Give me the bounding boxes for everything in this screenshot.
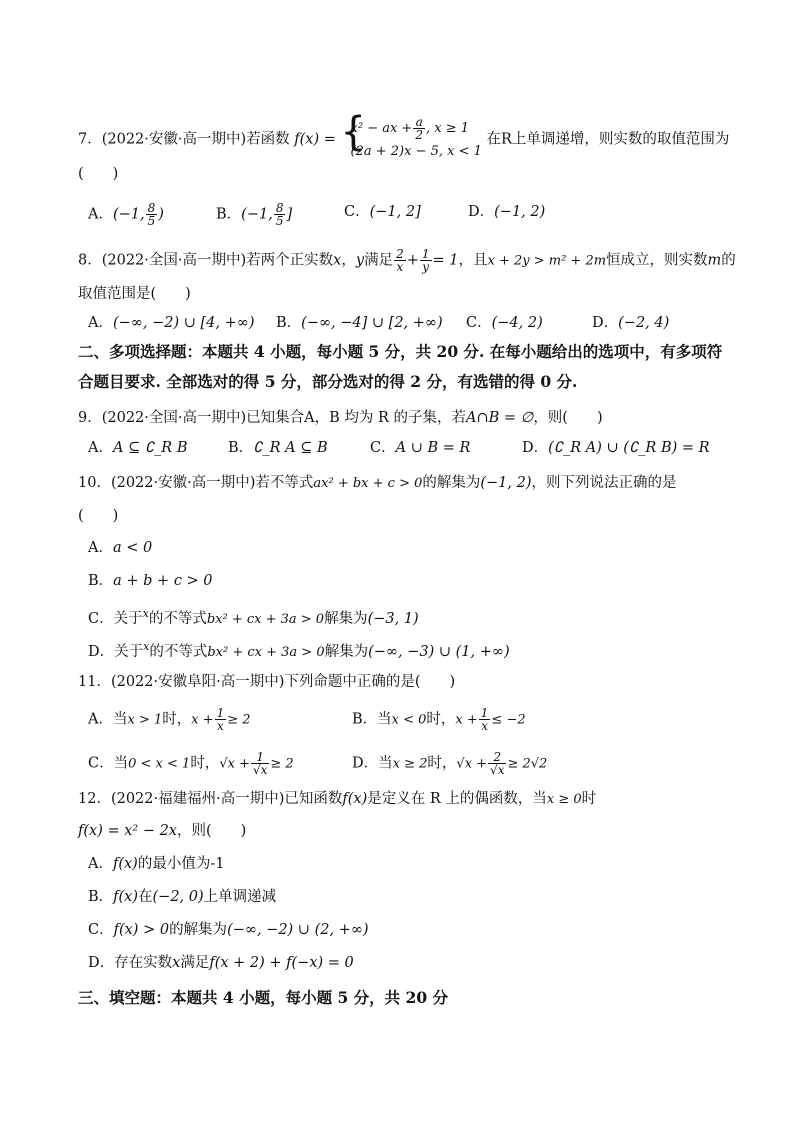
- q8-option-b[interactable]: B．(−∞, −4] ∪ [2, +∞): [276, 315, 443, 331]
- q12-option-b[interactable]: B．f(x)在(−2, 0)上单调递减: [88, 889, 277, 905]
- q11-option-b[interactable]: B．当x < 0时，x + $\frac{1}{x}$ ≤ −2: [352, 706, 526, 733]
- q12-stem-line2: f(x) = x² − 2x，则( ): [78, 823, 247, 839]
- q7-option-b[interactable]: B．(−1, $\frac{8}{5}$ ]: [216, 201, 293, 228]
- q7-stem: [78, 109, 730, 163]
- q7-option-a[interactable]: A．(−1, $\frac{8}{5}$ ): [88, 201, 164, 228]
- q10-option-a[interactable]: A．a < 0: [88, 540, 153, 556]
- q11-stem: 11．(2022·安徽阜阳·高一期中)下列命题中正确的是( ): [78, 674, 456, 690]
- q8-stem: 8．(2022·全国·高一期中)若两个正实数x，y满足 $\frac{2}{x}$ + $\frac{1}{y}$ = 1，且x + 2y > m² + 2m恒成立，则实数m的: [78, 247, 736, 274]
- q11-option-d[interactable]: D．当x ≥ 2时，√x + $\frac{2}{√x}$ ≥ 2√2: [352, 750, 548, 777]
- q8-option-c[interactable]: C．(−4, 2): [466, 315, 543, 331]
- q10-paren: ( ): [78, 508, 119, 524]
- section-2-heading-line2: 合题目要求. 全部选对的得 5 分，部分选对的得 2 分，有选错的得 0 分.: [78, 372, 578, 391]
- section-3-heading: 三、填空题：本题共 4 小题，每小题 5 分，共 20 分: [78, 988, 449, 1007]
- q12-option-c[interactable]: C．f(x) > 0的解集为(−∞, −2) ∪ (2, +∞): [88, 922, 369, 938]
- q7-stem-text: 7．(2022·安徽·高一期中)若函数: [78, 131, 290, 148]
- q9-stem: 9．(2022·全国·高一期中)已知集合A，B 均为 R 的子集，若A∩B = ∅，则( ): [78, 410, 603, 426]
- q9-option-c[interactable]: C．A ∪ B = R: [370, 440, 471, 456]
- q8-option-d[interactable]: D．(−2, 4): [592, 315, 670, 331]
- q12-option-d[interactable]: D．存在实数x满足f(x + 2) + f(−x) = 0: [88, 955, 354, 971]
- q11-option-c[interactable]: C．当0 < x < 1时，√x + $\frac{1}{√x}$ ≥ 2: [88, 750, 294, 777]
- q8-stem-line2: 取值范围是( ): [78, 286, 191, 302]
- q12-stem: 12．(2022·福建福州·高一期中)已知函数f(x)是定义在 R 上的偶函数，当x ≥ 0时: [78, 791, 597, 807]
- q7-function: f(x) =: [294, 131, 336, 148]
- q7-option-d[interactable]: D．(−1, 2): [468, 204, 546, 220]
- q7-option-c[interactable]: C．(−1, 2]: [344, 204, 421, 220]
- q9-option-d[interactable]: D．(∁_R A) ∪ (∁_R B) = R: [522, 440, 710, 456]
- q7-piece-1: x² − ax + $\frac{a}{2}$ , x ≥ 1: [350, 115, 469, 142]
- section-2-heading: 二、多项选择题：本题共 4 小题，每小题 5 分，共 20 分. 在每小题给出的选项中，有多项符: [78, 342, 723, 361]
- q11-option-a[interactable]: A．当x > 1时，x + $\frac{1}{x}$ ≥ 2: [88, 706, 251, 733]
- q7-paren: ( ): [78, 166, 119, 182]
- q10-option-b[interactable]: B．a + b + c > 0: [88, 573, 213, 589]
- q8-option-a[interactable]: A．(−∞, −2) ∪ [4, +∞): [88, 315, 255, 331]
- q12-option-a[interactable]: A．f(x)的最小值为-1: [88, 856, 225, 872]
- q7-piece-2: (2a + 2)x − 5, x < 1: [350, 144, 482, 159]
- q9-option-b[interactable]: B．∁_R A ⊆ B: [228, 440, 328, 456]
- q7-piecewise: { x² − ax + $\frac{a}{2}$ , x ≥ 1 (2a + 2)x − 5, x < 1: [341, 116, 482, 163]
- q10-option-c[interactable]: C．关于$^x$的不等式bx² + cx + 3a > 0解集为(−3, 1): [88, 607, 419, 627]
- q9-option-a[interactable]: A．A ⊆ ∁_R B: [88, 440, 188, 456]
- q10-stem: 10．(2022·安徽·高一期中)若不等式ax² + bx + c > 0的解集为(−1, 2)，则下列说法正确的是: [78, 475, 677, 491]
- q7-stem-tail: 在R上单调递增，则实数的取值范围为: [486, 131, 730, 148]
- q10-option-d[interactable]: D．关于$^x$的不等式bx² + cx + 3a > 0解集为(−∞, −3) ∪ (1, +∞): [88, 640, 510, 660]
